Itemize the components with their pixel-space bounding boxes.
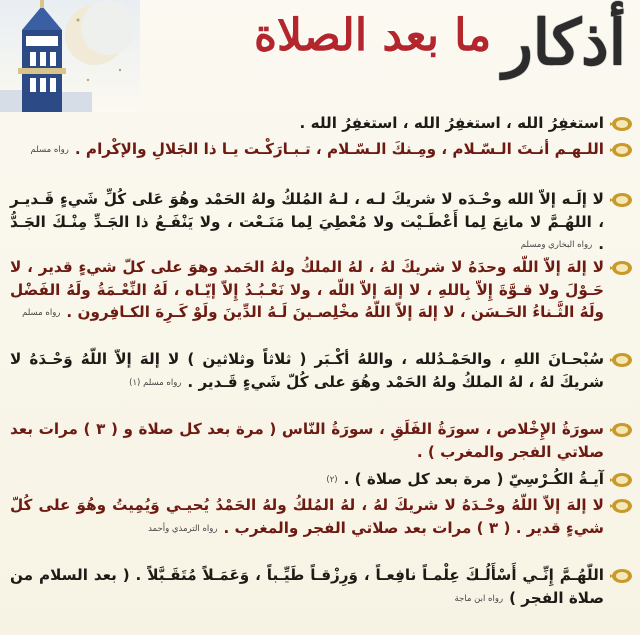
list-item [6, 112, 634, 135]
dhikr-text: لا إلهَ إلاّ اللّه وحدَهُ لا شريكَ لهُ ، لهُ الملكُ ولهُ الحَمد وهوَ على كلّ شيءٍ قدير ، لا حَـوْلَ ولا قـوَّةَ إِلاّ بِاللهِ ، لا إلهَ إلاّ اللّه ، ولا نَعْـبُـدُ إِلاّ إيّـاه ، لَهُ النِّعْـمَةُ ولَهُ الفَضْل ولَهُ الثَّـناءُ الحَـسَن ، لا إلهَ إلاّ اللّهُ مخْلِصـينَ لَـهُ الدِّينَ ولَوْ كَـرِهَ الكـافِرون .رواه مسلم [10, 258, 604, 322]
bullet-icon [610, 259, 634, 277]
dhikr-text: اللّهُـمَّ إِنِّـي أَسْأَلُـكَ عِلْمـاً نافِعـاً ، وَرِزْقـاً طَيِّـباً ، وَعَمَـلاً مُتَقَـبَّلاً . ( بعد السلام من صلاة الفجر )رواه ابن ماجة [10, 566, 604, 607]
dhikr-text: آيـةُ الكُـرْسِيّ ( مرة بعد كل صلاة ) .(٢) [326, 470, 604, 488]
list-item [6, 468, 634, 492]
dhikr-text: استغفِرُ الله ، استغفِرُ الله ، استغفِرُ الله . [299, 114, 604, 132]
title-main: أذكار [502, 6, 626, 79]
dhikr-text: سورَةُ الإِخْلاص ، سورَةُ الفَلَقِ ، سورَةُ النّاس ( مرة بعد كل صلاة و ( ٣ ) مرات بعد صلاتي الفجر والمغرب ) . [10, 420, 604, 461]
source-note: رواه مسلم [30, 145, 69, 155]
page-title [66, 6, 626, 102]
list-item [6, 564, 634, 610]
source-note: رواه البخاري ومسلم [520, 240, 593, 251]
source-note: رواه مسلم (١) [129, 377, 182, 388]
source-note: رواه مسلم [22, 308, 61, 319]
bullet-icon [610, 471, 634, 489]
list-item [6, 138, 634, 162]
dhikr-text: سُبْحـانَ اللهِ ، والحَمْـدُلله ، واللهُ أكْـبَر ( ثلاثاً وثلاثين ) لا إلهَ إلاّ اللّهُ وَحْـدَهُ لا شريكَ لهُ ، لهُ الملكُ ولهُ الحَمْد وهُوَ على كُلّ شَيءٍ قَـدير .رواه مسلم (١) [10, 350, 604, 391]
bullet-icon [610, 141, 634, 159]
source-note: رواه الترمذي وأحمد [148, 523, 218, 534]
list-item [6, 418, 634, 464]
title-sub: ما بعد الصلاة [253, 10, 492, 61]
bullet-icon [610, 421, 634, 439]
header [0, 0, 640, 110]
dhikr-list [6, 108, 634, 630]
dhikr-text: اللـهـم أنـتَ الـسّـلام ، ومِـنكَ الـسّـلام ، تـبـارَكْـت يـا ذا الجَلالِ والإكْرام .رواه مسلم [30, 140, 604, 158]
list-item [6, 256, 634, 325]
source-note: رواه ابن ماجة [454, 593, 504, 604]
bullet-icon [610, 497, 634, 515]
list-item [6, 348, 634, 394]
bullet-icon [610, 115, 634, 133]
source-note: (٢) [326, 475, 338, 485]
dhikr-text: لا إلهَ إلاّ اللّهُ وحْـدَهُ لا شريكَ لهُ ، لهُ المُلكُ ولهُ الحَمْدُ يُحيـي وَيُمِيتُ وهُوَ على كُلّ شيءٍ قدير . ( ٣ ) مرات بعد صلاتي الفجر والمغرب .رواه الترمذي وأحمد [10, 496, 604, 537]
bullet-icon [610, 191, 634, 209]
list-item [6, 494, 634, 540]
bullet-icon [610, 567, 634, 585]
list-item [6, 188, 634, 257]
dhikr-text: لا إلَـه إلاّ الله وحْـدَه لا شريكَ لـه ، لـهُ المُلكُ ولهُ الحَمْد وهُوَ عَلى كُلِّ شَيءٍ قَـديـر ، اللهُـمَّ لا مانِعَ لِما أَعْطَـيْت ولا مُعْطِيَ لِما مَنَـعْت ، ولا يَنْفَـعُ ذا الجَـدِّ مِنْـكَ الجَـدُّ .رواه البخاري ومسلم [10, 190, 604, 254]
bullet-icon [610, 351, 634, 369]
